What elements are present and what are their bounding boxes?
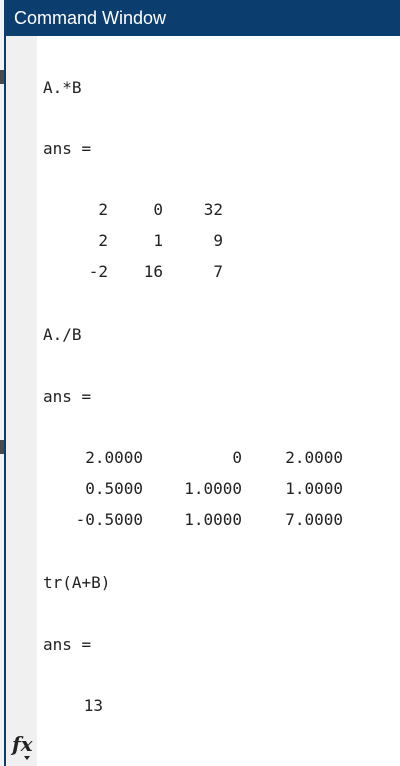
matrix-cell: 7	[213, 262, 223, 281]
matrix-cell: 1.0000	[184, 510, 242, 529]
command-line: A./B	[43, 325, 82, 344]
matrix-cell: 0.5000	[85, 479, 143, 498]
matrix-cell: -2	[88, 262, 108, 281]
matrix-cell: 2.0000	[85, 448, 143, 467]
matrix-cell: 2	[98, 200, 108, 219]
matrix-cell: 2.0000	[285, 448, 343, 467]
window-title[interactable]: Command Window	[6, 0, 400, 36]
ans-label: ans =	[43, 635, 92, 654]
command-line: tr(A+B)	[43, 573, 111, 592]
console-output[interactable]	[37, 36, 400, 766]
fx-icon[interactable]: fx	[12, 732, 33, 756]
scalar-result: 13	[83, 696, 103, 715]
chevron-down-icon[interactable]	[24, 756, 30, 760]
matrix-cell: 32	[203, 200, 223, 219]
matrix-cell: 1.0000	[285, 479, 343, 498]
ans-label: ans =	[43, 387, 92, 406]
ans-label: ans =	[43, 139, 92, 158]
matrix-cell: 7.0000	[285, 510, 343, 529]
matrix-cell: 0	[153, 200, 163, 219]
matrix-cell: 16	[143, 262, 163, 281]
matrix-cell: -0.5000	[75, 510, 143, 529]
matrix-cell: 9	[213, 231, 223, 250]
prompt-gutter	[6, 36, 37, 766]
matrix-cell: 1.0000	[184, 479, 242, 498]
command-line: A.*B	[43, 78, 82, 97]
matrix-cell: 1	[153, 231, 163, 250]
matrix-cell: 0	[232, 448, 242, 467]
command-window[interactable]	[4, 0, 400, 766]
matrix-cell: 2	[98, 231, 108, 250]
